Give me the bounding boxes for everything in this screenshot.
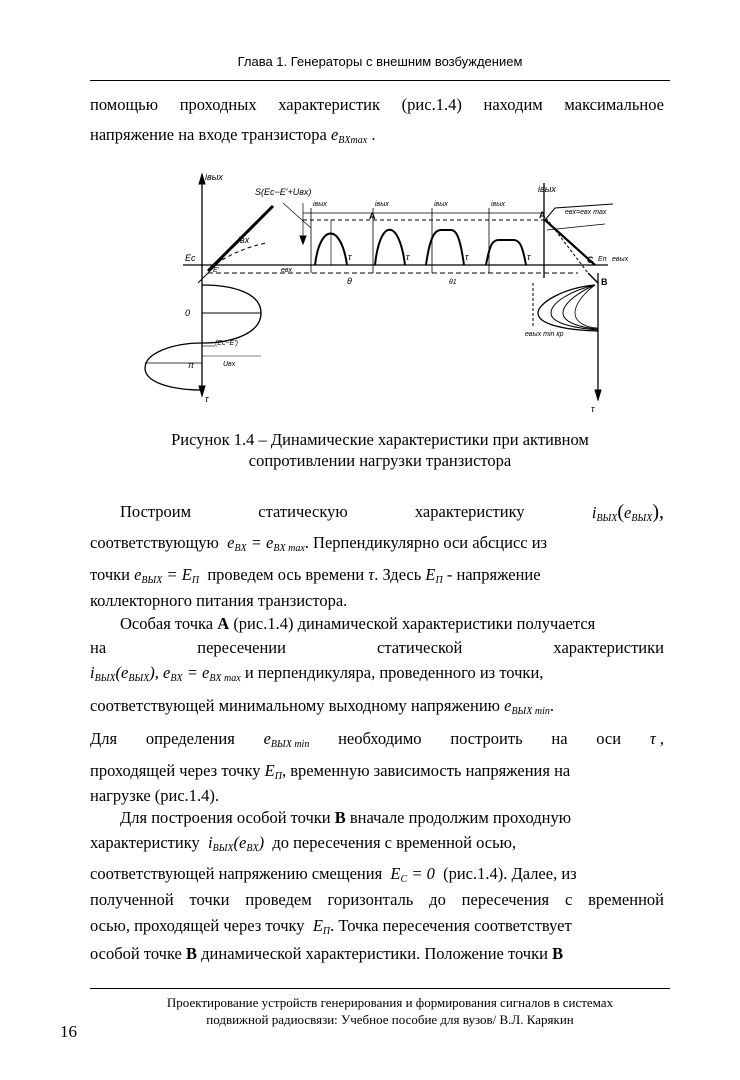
t: . Точка пересечения соответствует	[330, 916, 572, 935]
t: BX	[170, 673, 183, 684]
label-i-vyh-p4: iвых	[491, 201, 505, 208]
output-voltage-curve-2	[551, 285, 598, 330]
output-voltage-curve-1	[538, 285, 598, 331]
label-zero: 0	[185, 308, 191, 318]
t: характеристику	[90, 833, 200, 852]
t: ВЫХ	[94, 673, 116, 684]
t: C	[400, 874, 408, 885]
t: BX max	[209, 673, 241, 684]
t: i	[90, 663, 95, 682]
t: на	[551, 729, 568, 748]
label-i-bh: iвх	[238, 235, 250, 245]
label-tau-1: τ	[348, 252, 352, 262]
t: ВЫХ	[212, 843, 234, 854]
label-eq-ebh: eвх=eвх max	[565, 209, 607, 216]
footer	[110, 994, 670, 1028]
body-line-15: полученной точки проведем горизонталь до пересечения с временной	[90, 890, 664, 909]
label-e-prime: E′	[213, 267, 219, 274]
body-line-7	[90, 661, 664, 691]
body-line-12	[90, 806, 664, 830]
body-line-1	[90, 500, 664, 531]
t: = e	[250, 533, 274, 552]
page-number: 16	[60, 1022, 77, 1041]
t: вначале продолжим проходную	[349, 808, 572, 827]
t: , временную зависимость напряжения на	[281, 761, 571, 780]
t: B	[186, 944, 198, 963]
t: (	[617, 501, 625, 523]
footer-line-2: подвижной радиосвязи: Учебное пособие для вузов/ В.Л. Карякин	[206, 1012, 574, 1027]
output-voltage-curve-4	[575, 285, 598, 328]
t: Особая точка	[120, 614, 214, 633]
math-ivyh	[592, 500, 664, 531]
t: соответствующей напряжению смещения	[90, 864, 383, 883]
label-a-mid: A	[369, 211, 376, 221]
label-tau-3: τ	[465, 252, 469, 262]
body-line-6	[90, 636, 664, 660]
t: B	[552, 944, 564, 963]
label-b: B	[601, 277, 608, 287]
t: (e	[233, 833, 247, 852]
t: ),	[652, 501, 664, 523]
body-line-11: нагрузке (рис.1.4).	[90, 786, 220, 805]
intro-line-1: помощью проходных характеристик (рис.1.4) находим максимальное	[90, 95, 664, 114]
body-line-17	[90, 942, 664, 966]
t: ВЫХ min	[270, 739, 310, 750]
t: - напряжение	[446, 565, 541, 584]
body-line-4: коллекторного питания транзистора.	[90, 591, 348, 610]
t: E	[425, 565, 436, 584]
body-line-9	[90, 727, 664, 757]
t: статическую	[258, 502, 348, 521]
body-line-16	[90, 914, 664, 944]
body-line-8	[90, 694, 664, 724]
static-characteristic-2	[547, 224, 605, 230]
label-e-vyh: eвых	[612, 256, 628, 263]
label-tau-2: τ	[406, 252, 410, 262]
intro-text: напряжение на входе транзистора	[90, 125, 327, 144]
pulse-2	[375, 230, 405, 265]
t: проходящей через точку	[90, 761, 261, 780]
t: (рис.1.4). Далее, из	[443, 864, 577, 883]
t: e	[504, 696, 512, 715]
label-u-bh: Uвх	[223, 361, 236, 368]
t: E	[390, 864, 401, 883]
t: и перпендикуляра, проведенного из точки,	[244, 663, 544, 682]
t: П	[322, 926, 331, 937]
label-i-vyh-left: iвых	[205, 172, 223, 182]
t: осью, проходящей через точку	[90, 916, 305, 935]
t: до пересечения с временной осью,	[272, 833, 517, 852]
t: B	[334, 808, 346, 827]
t: Построим	[120, 502, 192, 521]
t: соответствующей минимальному выходному напряжению	[90, 696, 500, 715]
intro-math-e: e	[330, 125, 339, 144]
body-line-5	[90, 612, 664, 636]
t: (рис.1.4) динамической характеристики получается	[233, 614, 596, 633]
t: BX max	[273, 543, 305, 554]
t: Для построения особой точки	[120, 808, 331, 827]
t: построить	[450, 729, 523, 748]
t: необходимо	[338, 729, 422, 748]
t: i	[591, 503, 597, 522]
dynamic-characteristics-figure	[133, 168, 628, 413]
t: Для	[90, 729, 118, 748]
t: e	[263, 729, 271, 748]
label-tau-right: τ	[591, 404, 595, 413]
header-rule	[90, 80, 670, 81]
label-e-bh: eвх	[281, 267, 293, 274]
label-e-min: eвых min кр	[525, 331, 564, 338]
label-s-formula: S(Ec−E′+Uвх)	[255, 187, 312, 197]
t: . Перпендикулярно оси абсцисс из	[304, 533, 548, 552]
caption-line-1: Рисунок 1.4 – Динамические характеристики при активном	[171, 430, 589, 449]
t: проведем ось времени	[207, 565, 365, 584]
t: τ ,	[649, 729, 664, 748]
t: ВЫХ min	[511, 706, 550, 717]
t: (e	[115, 663, 129, 682]
t: ВЫХ	[596, 513, 618, 524]
label-i-vyh-p1: iвых	[313, 201, 327, 208]
footer-rule	[90, 988, 670, 989]
label-a-right: A	[539, 210, 546, 220]
label-i-vyh-p3: iвых	[434, 201, 448, 208]
intro-line-2	[90, 123, 664, 153]
t: особой точке	[90, 944, 182, 963]
t: П	[191, 575, 200, 586]
label-theta1: θ1	[449, 279, 457, 286]
t: BX	[234, 543, 247, 554]
pulse-4	[486, 240, 526, 265]
t: динамической характеристики. Положение точки	[201, 944, 548, 963]
input-voltage-curve	[145, 285, 261, 390]
t: τ	[368, 565, 375, 584]
label-tau-4: τ	[527, 252, 531, 262]
body-line-13	[90, 831, 664, 861]
t: i	[208, 833, 213, 852]
footer-line-1: Проектирование устройств генерирования и формирования сигналов в системах	[166, 995, 614, 1010]
formula-pointer-arrow	[300, 236, 306, 244]
t: .	[549, 696, 555, 715]
t: = e	[186, 663, 210, 682]
intro-math-sub: BXmax	[338, 135, 368, 146]
t: П	[435, 575, 443, 586]
label-theta: θ	[347, 276, 352, 286]
body-line-2	[90, 531, 664, 561]
label-ec: Ec	[185, 253, 196, 263]
t: E	[312, 916, 323, 935]
b-segment	[588, 273, 598, 283]
label-i-vyh-p2: iвых	[375, 201, 389, 208]
formula-pointer	[283, 203, 311, 228]
t: e	[227, 533, 235, 552]
t: оси	[596, 729, 622, 748]
t: A	[217, 614, 230, 633]
t: ), e	[149, 663, 171, 682]
t: BX	[246, 843, 259, 854]
t: характеристику	[414, 502, 525, 521]
t: на	[90, 638, 107, 657]
t: )	[258, 833, 265, 852]
t: = E	[166, 565, 192, 584]
t: ВЫХ	[631, 513, 653, 524]
t: = 0	[411, 864, 435, 883]
label-ec-minus: −(Ec−E′)	[211, 340, 238, 347]
t: соответствующую	[90, 533, 219, 552]
label-en: Eп	[598, 256, 607, 263]
t: определения	[145, 729, 235, 748]
t: П	[274, 771, 282, 782]
t: статической	[377, 638, 463, 657]
label-tau-left: τ	[205, 394, 209, 404]
t: ВЫХ	[128, 673, 150, 684]
t: пересечении	[197, 638, 286, 657]
label-i-vyh-right: iвых	[538, 184, 556, 194]
intro-end: .	[371, 125, 376, 144]
figure-caption	[90, 429, 670, 471]
t: точки	[90, 565, 130, 584]
t: ВЫХ	[141, 575, 163, 586]
t: характеристики	[553, 638, 664, 657]
t: e	[624, 503, 632, 522]
t: E	[264, 761, 275, 780]
running-header: Глава 1. Генераторы с внешним возбуждением	[237, 54, 523, 69]
t: . Здесь	[374, 565, 422, 584]
label-c: C	[587, 255, 594, 265]
t: e	[134, 565, 142, 584]
label-pi: π	[188, 360, 195, 370]
caption-line-2: сопротивлении нагрузки транзистора	[248, 451, 512, 470]
arrow-down-right	[595, 390, 601, 400]
input-current-curve	[211, 243, 266, 268]
